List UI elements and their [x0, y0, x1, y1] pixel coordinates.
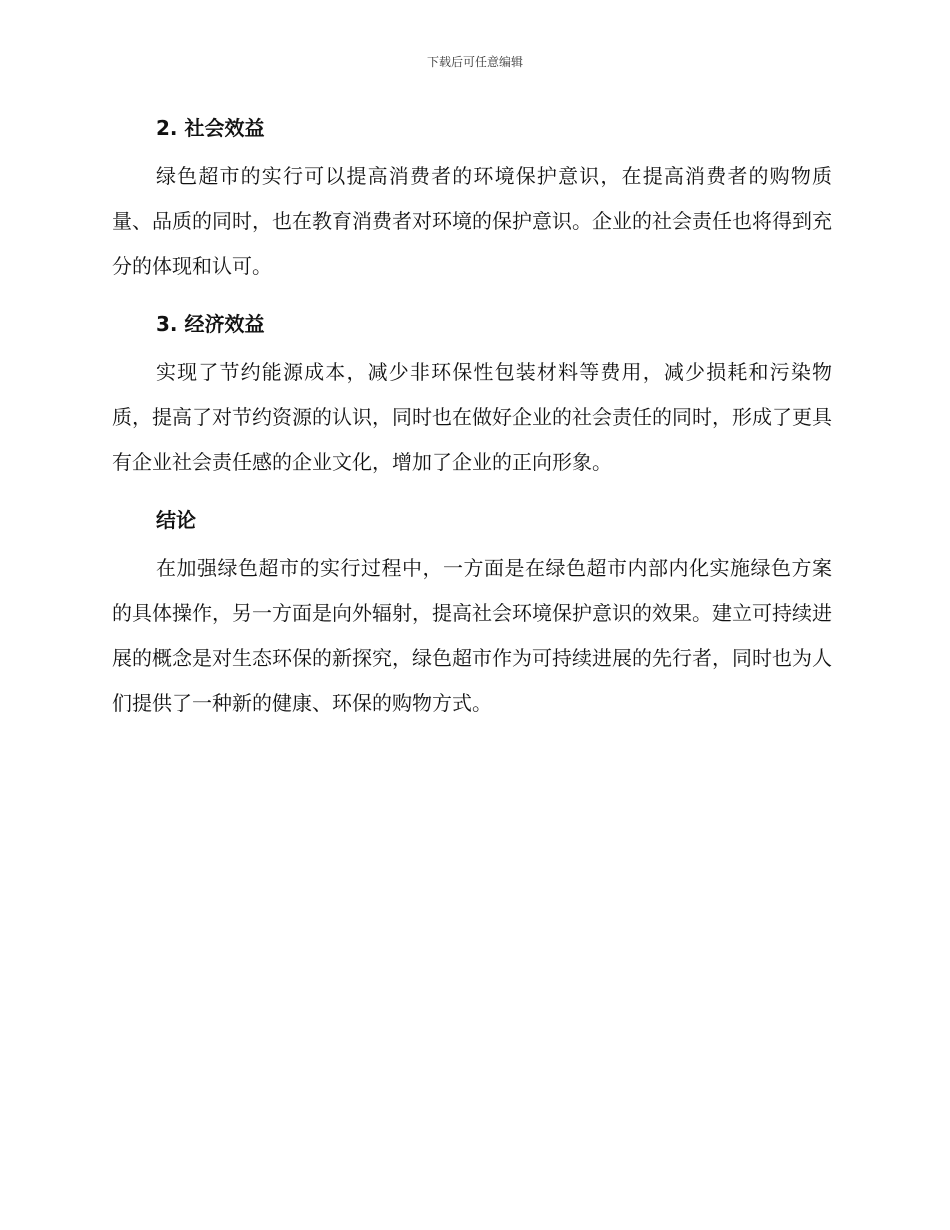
section-heading-economic-benefit: 3. 经济效益 — [156, 312, 265, 336]
page-header-note: 下载后可任意编辑 — [426, 55, 523, 69]
document-body — [112, 112, 832, 726]
section-paragraph-economic-benefit: 实现了节约能源成本，减少非环保性包装材料等费用，减少损耗和污染物质，提高了对节约资源的认识，同时也在做好企业的社会责任的同时，形成了更具有企业社会责任感的企业文化，增加了企业的正向形象。 — [112, 360, 832, 474]
section-paragraph-social-benefit: 绿色超市的实行可以提高消费者的环境保护意识，在提高消费者的购物质量、品质的同时，也在教育消费者对环境的保护意识。企业的社会责任也将得到充分的体现和认可。 — [112, 164, 832, 278]
section-heading-conclusion: 结论 — [156, 508, 196, 532]
section-heading-social-benefit: 2. 社会效益 — [156, 116, 265, 140]
section-paragraph-conclusion: 在加强绿色超市的实行过程中，一方面是在绿色超市内部内化实施绿色方案的具体操作，另一方面是向外辐射，提高社会环境保护意识的效果。建立可持续进展的概念是对生态环保的新探究，绿色超市作为可持续进展的先行者，同时也为人们提供了一种新的健康、环保的购物方式。 — [112, 556, 832, 715]
